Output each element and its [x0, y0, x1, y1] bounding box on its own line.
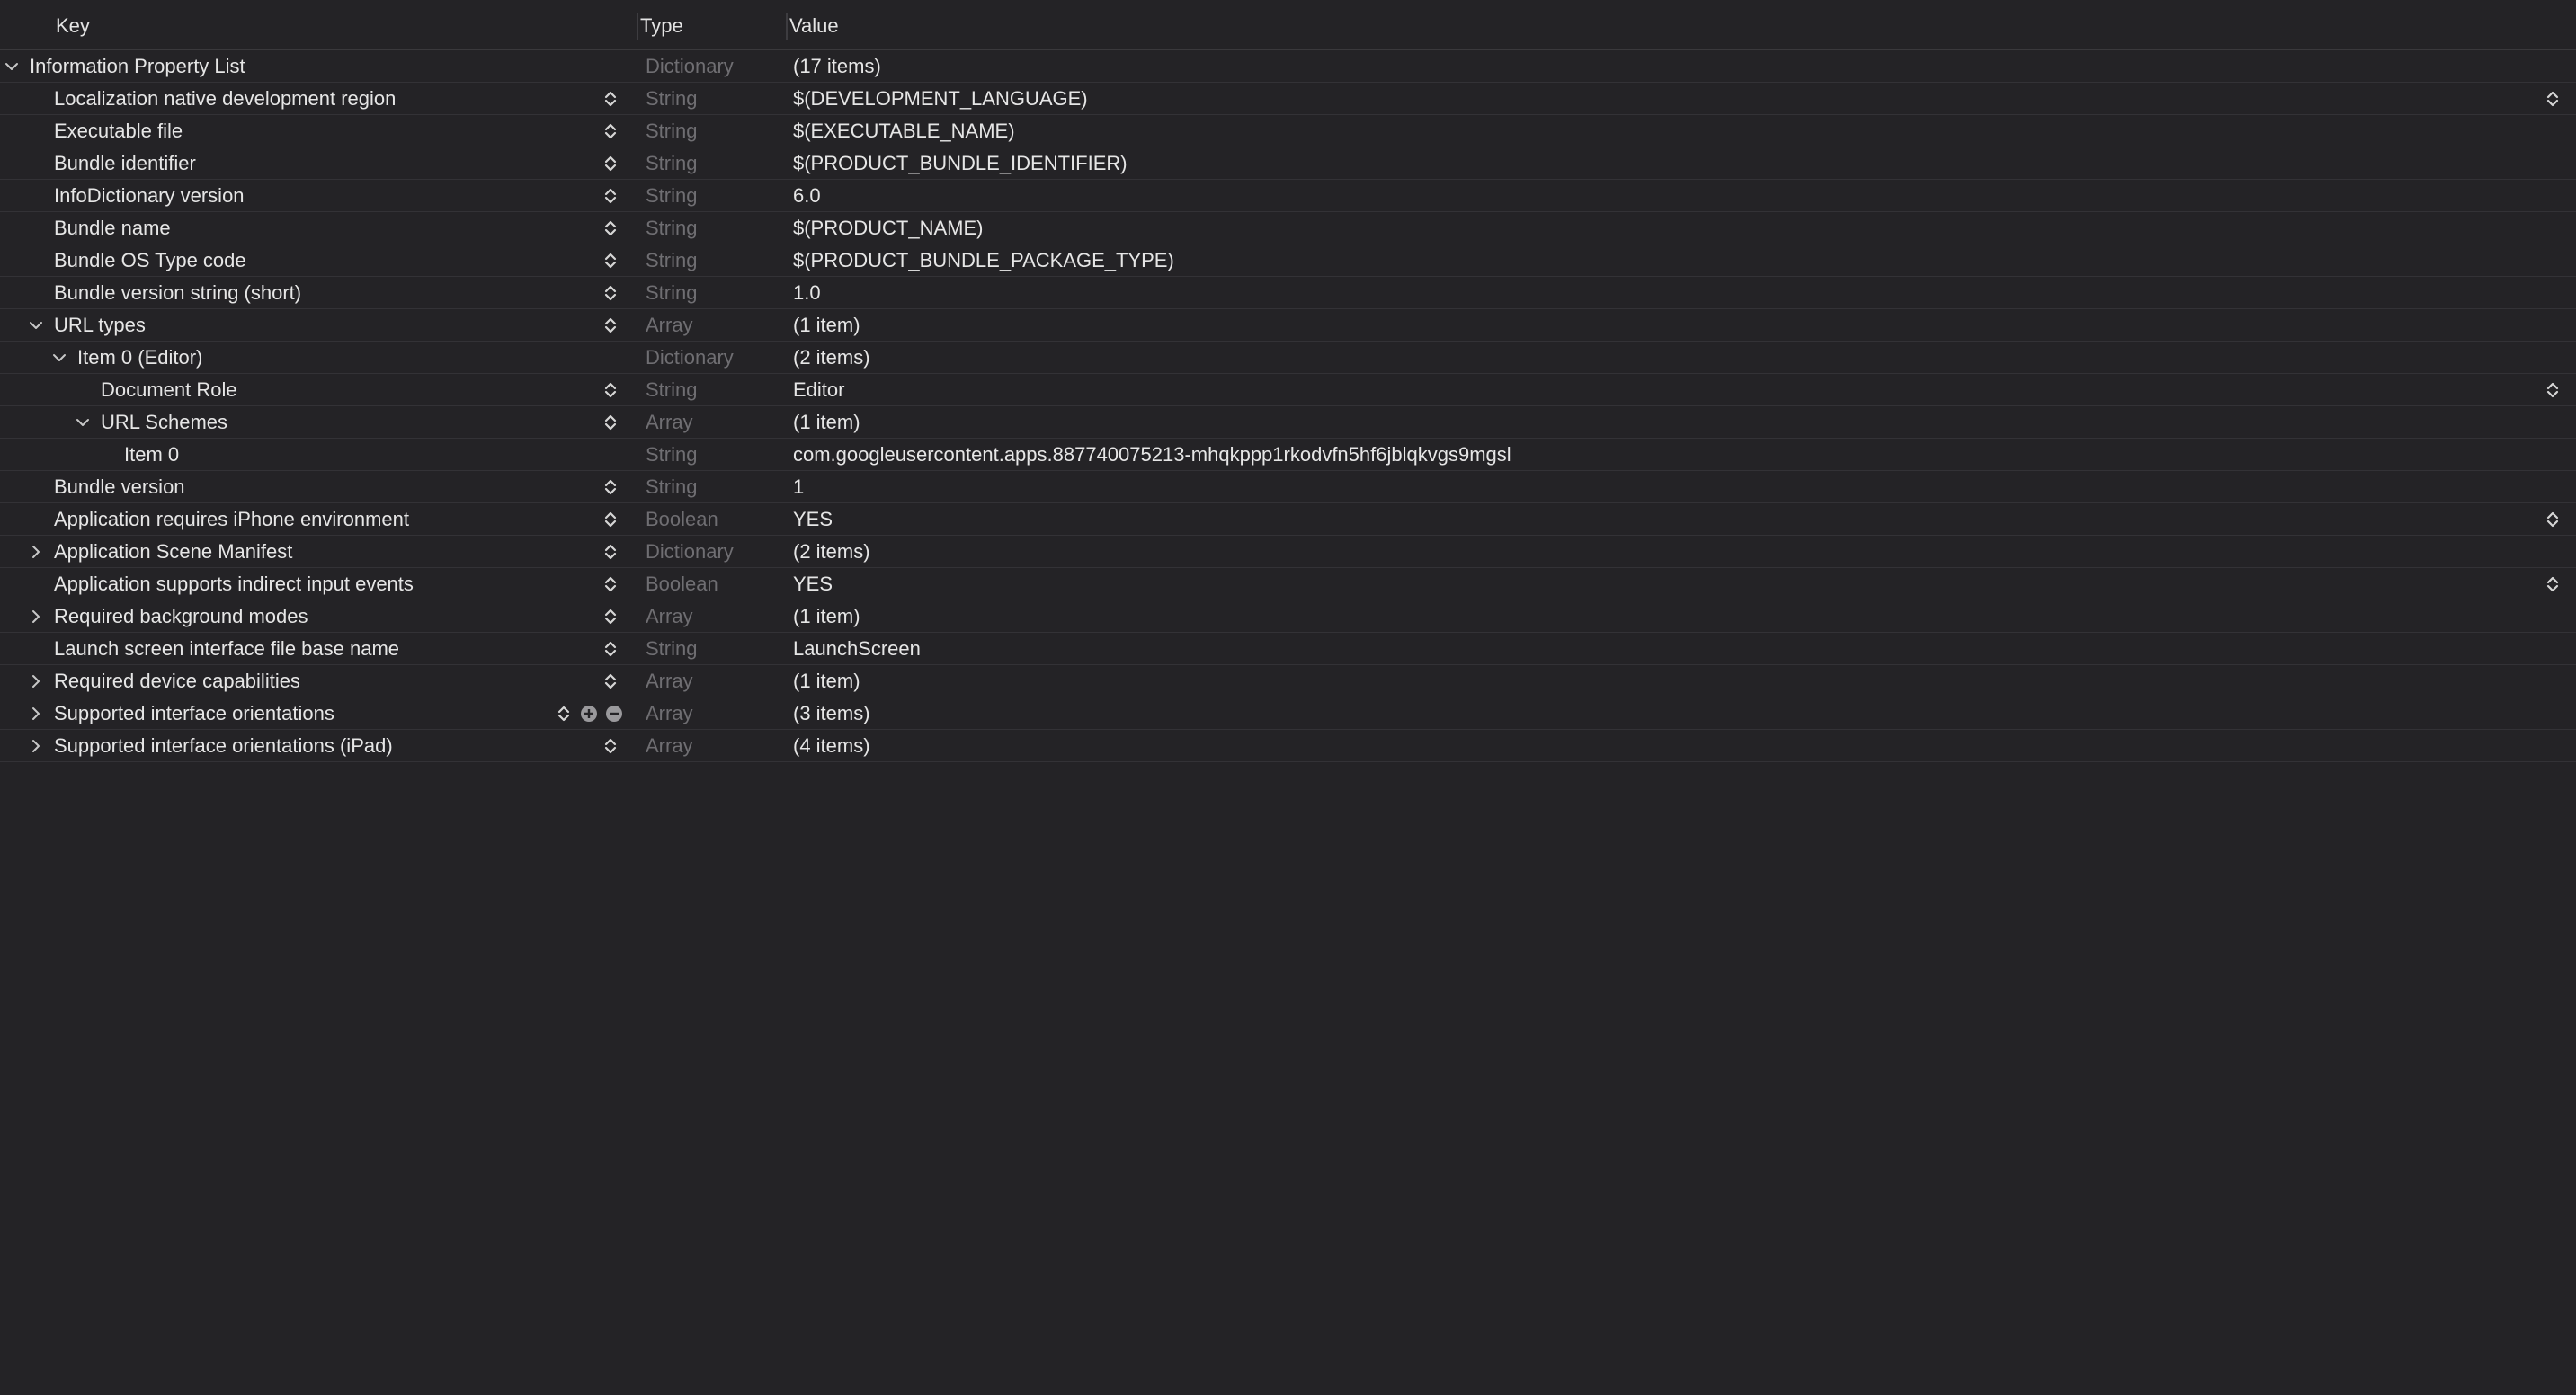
row-key[interactable]: Bundle identifier	[54, 152, 196, 174]
key-stepper-icon[interactable]	[601, 88, 620, 110]
table-row[interactable]	[0, 115, 2576, 147]
chevron-right-icon[interactable]	[27, 737, 45, 755]
column-header-value[interactable]: Value	[789, 14, 839, 37]
row-value[interactable]: 1	[793, 475, 805, 498]
row-type[interactable]: String	[646, 120, 698, 142]
key-stepper-icon[interactable]	[601, 185, 620, 207]
row-type[interactable]: Dictionary	[646, 540, 734, 563]
table-row[interactable]	[0, 406, 2576, 439]
table-row[interactable]	[0, 147, 2576, 180]
table-row[interactable]	[0, 50, 2576, 83]
row-value[interactable]: LaunchScreen	[793, 637, 921, 660]
table-row[interactable]	[0, 277, 2576, 309]
row-value[interactable]: 6.0	[793, 184, 821, 207]
row-type[interactable]: String	[646, 637, 698, 660]
chevron-down-icon[interactable]	[50, 349, 68, 367]
minus-circle-icon[interactable]	[605, 705, 623, 723]
chevron-down-icon[interactable]	[74, 413, 92, 431]
chevron-right-icon[interactable]	[27, 543, 45, 561]
row-key[interactable]: Required background modes	[54, 605, 308, 627]
key-stepper-icon[interactable]	[601, 735, 620, 757]
row-value[interactable]: $(PRODUCT_BUNDLE_PACKAGE_TYPE)	[793, 249, 1174, 271]
table-row[interactable]	[0, 374, 2576, 406]
chevron-right-icon[interactable]	[27, 608, 45, 626]
row-value[interactable]: (4 items)	[793, 734, 870, 757]
table-row[interactable]	[0, 244, 2576, 277]
row-value[interactable]: (2 items)	[793, 540, 870, 563]
row-type[interactable]: Array	[646, 314, 693, 336]
row-key[interactable]: Required device capabilities	[54, 670, 300, 692]
column-header-key[interactable]: Key	[56, 14, 90, 37]
key-stepper-icon[interactable]	[601, 218, 620, 239]
row-value[interactable]: Editor	[793, 378, 845, 401]
row-type[interactable]: String	[646, 378, 698, 401]
key-stepper-icon[interactable]	[601, 153, 620, 174]
row-value[interactable]: $(EXECUTABLE_NAME)	[793, 120, 1015, 142]
row-key[interactable]: Information Property List	[30, 55, 245, 77]
table-row[interactable]	[0, 536, 2576, 568]
chevron-right-icon[interactable]	[27, 705, 45, 723]
chevron-down-icon[interactable]	[27, 316, 45, 334]
row-type[interactable]: Array	[646, 702, 693, 724]
row-value[interactable]: (1 item)	[793, 605, 860, 627]
row-type[interactable]: Array	[646, 411, 693, 433]
key-stepper-icon[interactable]	[601, 573, 620, 595]
row-key[interactable]: Executable file	[54, 120, 183, 142]
chevron-down-icon[interactable]	[3, 58, 21, 76]
row-value[interactable]: (17 items)	[793, 55, 881, 77]
row-type[interactable]: Dictionary	[646, 346, 734, 369]
row-value[interactable]: (1 item)	[793, 411, 860, 433]
row-type[interactable]: Array	[646, 734, 693, 757]
table-row[interactable]	[0, 698, 2576, 730]
row-value[interactable]: com.googleusercontent.apps.887740075213-mhqkppp1rkodvfn5hf6jblqkvgs9mgsl	[793, 443, 1511, 466]
row-key[interactable]: Supported interface orientations (iPad)	[54, 734, 393, 757]
property-rows	[0, 50, 2576, 762]
row-key[interactable]: Bundle version	[54, 475, 185, 498]
row-type[interactable]: Array	[646, 605, 693, 627]
key-stepper-icon[interactable]	[601, 606, 620, 627]
row-value[interactable]: (3 items)	[793, 702, 870, 724]
row-value[interactable]: YES	[793, 508, 833, 530]
value-popup-icon[interactable]	[2543, 88, 2563, 110]
plus-circle-icon[interactable]	[580, 705, 598, 723]
row-value[interactable]: 1.0	[793, 281, 821, 304]
row-key[interactable]: Item 0	[124, 443, 180, 466]
row-key[interactable]: Application supports indirect input events	[54, 573, 414, 595]
key-stepper-icon[interactable]	[554, 703, 574, 724]
table-row[interactable]	[0, 665, 2576, 698]
table-row[interactable]	[0, 503, 2576, 536]
table-row[interactable]	[0, 730, 2576, 762]
value-popup-icon[interactable]	[2543, 509, 2563, 530]
row-type[interactable]: String	[646, 281, 698, 304]
row-type[interactable]: String	[646, 443, 698, 466]
table-row[interactable]	[0, 600, 2576, 633]
column-divider[interactable]	[786, 13, 788, 40]
key-stepper-icon[interactable]	[601, 282, 620, 304]
table-row[interactable]	[0, 212, 2576, 244]
table-row[interactable]	[0, 439, 2576, 471]
row-key[interactable]: URL types	[54, 314, 146, 336]
row-key[interactable]: Application Scene Manifest	[54, 540, 293, 563]
table-row[interactable]	[0, 342, 2576, 374]
row-key[interactable]: Launch screen interface file base name	[54, 637, 400, 660]
row-type[interactable]: String	[646, 217, 698, 239]
row-type[interactable]: Boolean	[646, 508, 718, 530]
table-row[interactable]	[0, 471, 2576, 503]
column-divider[interactable]	[637, 13, 638, 40]
row-key[interactable]: Item 0 (Editor)	[77, 346, 203, 369]
row-type[interactable]: String	[646, 152, 698, 174]
row-value[interactable]: $(PRODUCT_NAME)	[793, 217, 984, 239]
key-stepper-icon[interactable]	[601, 638, 620, 660]
table-row[interactable]	[0, 633, 2576, 665]
row-value[interactable]: (2 items)	[793, 346, 870, 369]
chevron-right-icon[interactable]	[27, 672, 45, 690]
row-key[interactable]: InfoDictionary version	[54, 184, 245, 207]
key-stepper-icon[interactable]	[601, 412, 620, 433]
column-header	[0, 0, 2576, 50]
row-key[interactable]: URL Schemes	[101, 411, 228, 433]
key-stepper-icon[interactable]	[601, 541, 620, 563]
row-value[interactable]: (1 item)	[793, 670, 860, 692]
table-row[interactable]	[0, 309, 2576, 342]
key-stepper-icon[interactable]	[601, 476, 620, 498]
key-stepper-icon[interactable]	[601, 671, 620, 692]
key-stepper-icon[interactable]	[601, 120, 620, 142]
value-popup-icon[interactable]	[2543, 573, 2563, 595]
row-key[interactable]: Document Role	[101, 378, 237, 401]
table-row[interactable]	[0, 180, 2576, 212]
row-key[interactable]: Localization native development region	[54, 87, 397, 110]
row-value[interactable]: $(PRODUCT_BUNDLE_IDENTIFIER)	[793, 152, 1128, 174]
row-type[interactable]: Array	[646, 670, 693, 692]
key-stepper-icon[interactable]	[601, 315, 620, 336]
row-value[interactable]: YES	[793, 573, 833, 595]
key-stepper-icon[interactable]	[601, 379, 620, 401]
row-type[interactable]: Dictionary	[646, 55, 734, 77]
row-type[interactable]: Boolean	[646, 573, 718, 595]
value-popup-icon[interactable]	[2543, 379, 2563, 401]
row-key[interactable]: Bundle OS Type code	[54, 249, 246, 271]
row-type[interactable]: String	[646, 475, 698, 498]
row-type[interactable]: String	[646, 249, 698, 271]
row-key[interactable]: Application requires iPhone environment	[54, 508, 410, 530]
row-value[interactable]: (1 item)	[793, 314, 860, 336]
table-row[interactable]	[0, 83, 2576, 115]
row-value[interactable]: $(DEVELOPMENT_LANGUAGE)	[793, 87, 1088, 110]
row-key[interactable]: Bundle version string (short)	[54, 281, 302, 304]
row-type[interactable]: String	[646, 87, 698, 110]
row-key[interactable]: Bundle name	[54, 217, 171, 239]
row-key[interactable]: Supported interface orientations	[54, 702, 334, 724]
key-stepper-icon[interactable]	[601, 250, 620, 271]
row-type[interactable]: String	[646, 184, 698, 207]
table-row[interactable]	[0, 568, 2576, 600]
column-header-type[interactable]: Type	[640, 14, 683, 37]
key-stepper-icon[interactable]	[601, 509, 620, 530]
